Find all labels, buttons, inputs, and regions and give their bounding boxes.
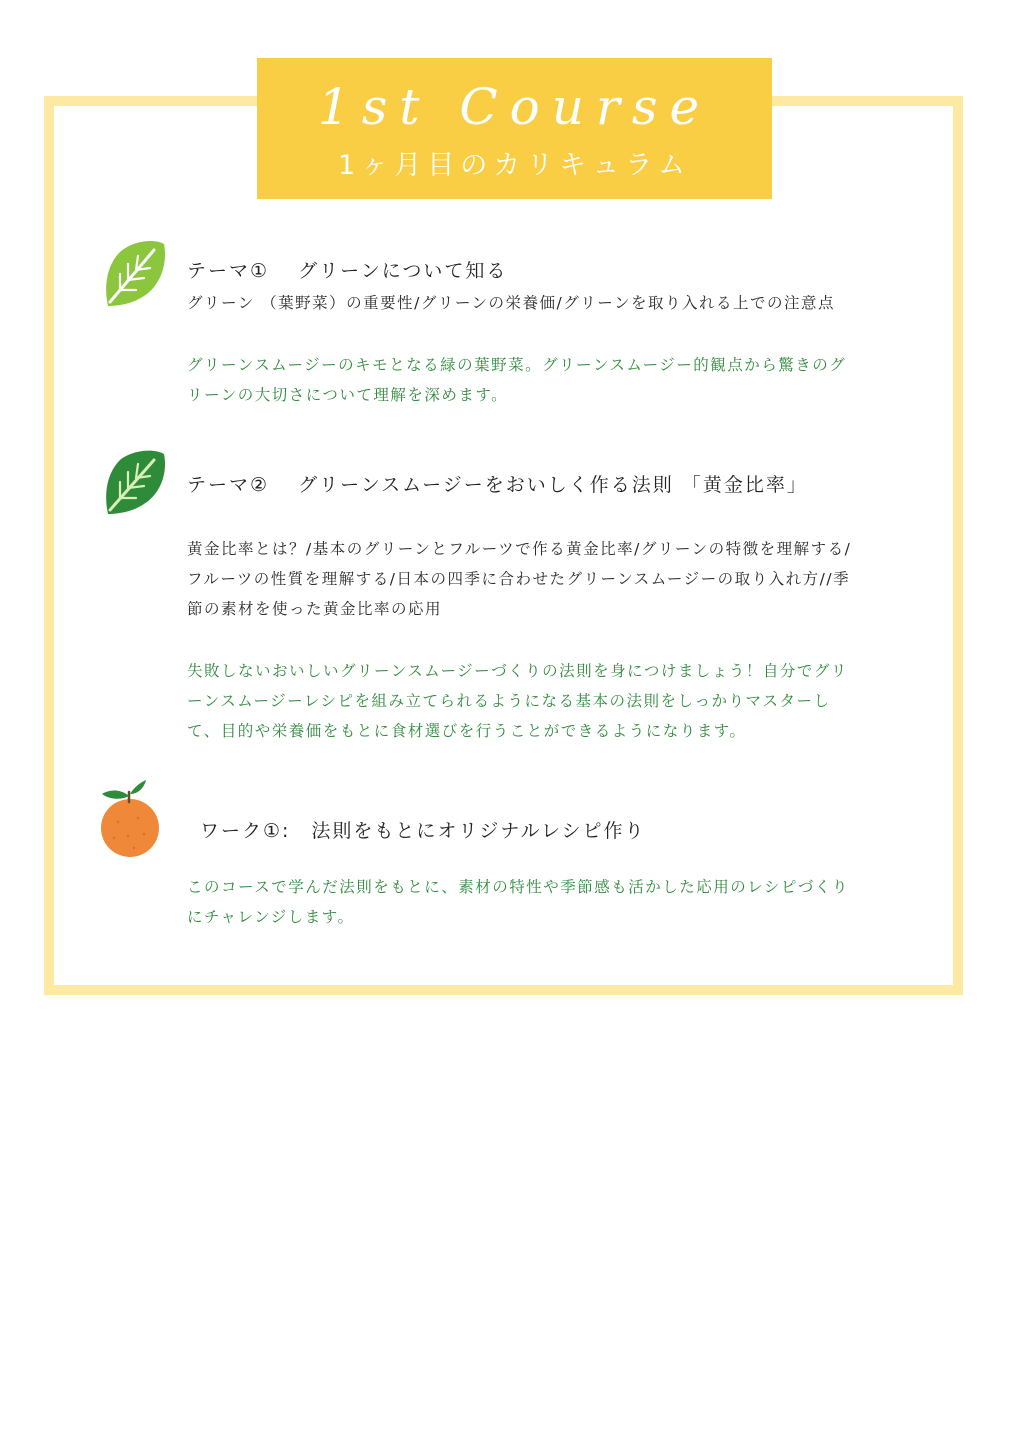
topics-line: 黄金比率とは？/基本のグリーンとフルーツで作る黄金比率/グリーンの特徴を理解する/ <box>187 540 852 558</box>
topics-line: フルーツの性質を理解する/日本の四季に合わせたグリーンスムージーの取り入れ方//季 <box>187 570 851 588</box>
leaf-light-green-icon <box>102 238 168 310</box>
section3-heading: ワーク①: 法則をもとにオリジナルレシピ作り <box>200 820 646 842</box>
orange-fruit-icon <box>98 778 162 860</box>
course-header <box>257 58 772 199</box>
description-line: ーンスムージーレシピを組み立てられるようになる基本の法則をしっかりマスターし <box>187 692 831 710</box>
topics-line: 節の素材を使った黄金比率の応用 <box>187 600 443 618</box>
leaf-dark-green-icon <box>102 448 168 518</box>
description-line: て、目的や栄養価をもとに食材選びを行うことができるようになります。 <box>187 722 747 740</box>
section3-description <box>187 872 947 932</box>
description-line: リーンの大切さについて理解を深めます。 <box>187 386 509 404</box>
section2-heading: テーマ② グリーンスムージーをおいしく作る法則 「黄金比率」 <box>187 474 808 496</box>
description-line: 失敗しないおいしいグリーンスムージーづくりの法則を身につけましょう！自分でグリ <box>187 662 848 680</box>
course-subtitle: 1ヶ月目のカリキュラム <box>338 150 691 181</box>
section2-description <box>187 656 947 746</box>
description-line: グリーンスムージーのキモとなる緑の葉野菜。グリーンスムージー的観点から驚きのグ <box>187 356 847 374</box>
section1-topics: グリーン （葉野菜）の重要性/グリーンの栄養価/グリーンを取り入れる上での注意点 <box>187 294 835 312</box>
section1-heading: テーマ① グリーンについて知る <box>187 260 508 282</box>
section2-topics <box>187 534 947 624</box>
course-title: 1st Course <box>317 78 712 136</box>
description-line: にチャレンジします。 <box>187 908 355 926</box>
section1-description <box>187 350 947 410</box>
description-line: このコースで学んだ法則をもとに、素材の特性や季節感も活かした応用のレシピづくり <box>187 878 849 896</box>
